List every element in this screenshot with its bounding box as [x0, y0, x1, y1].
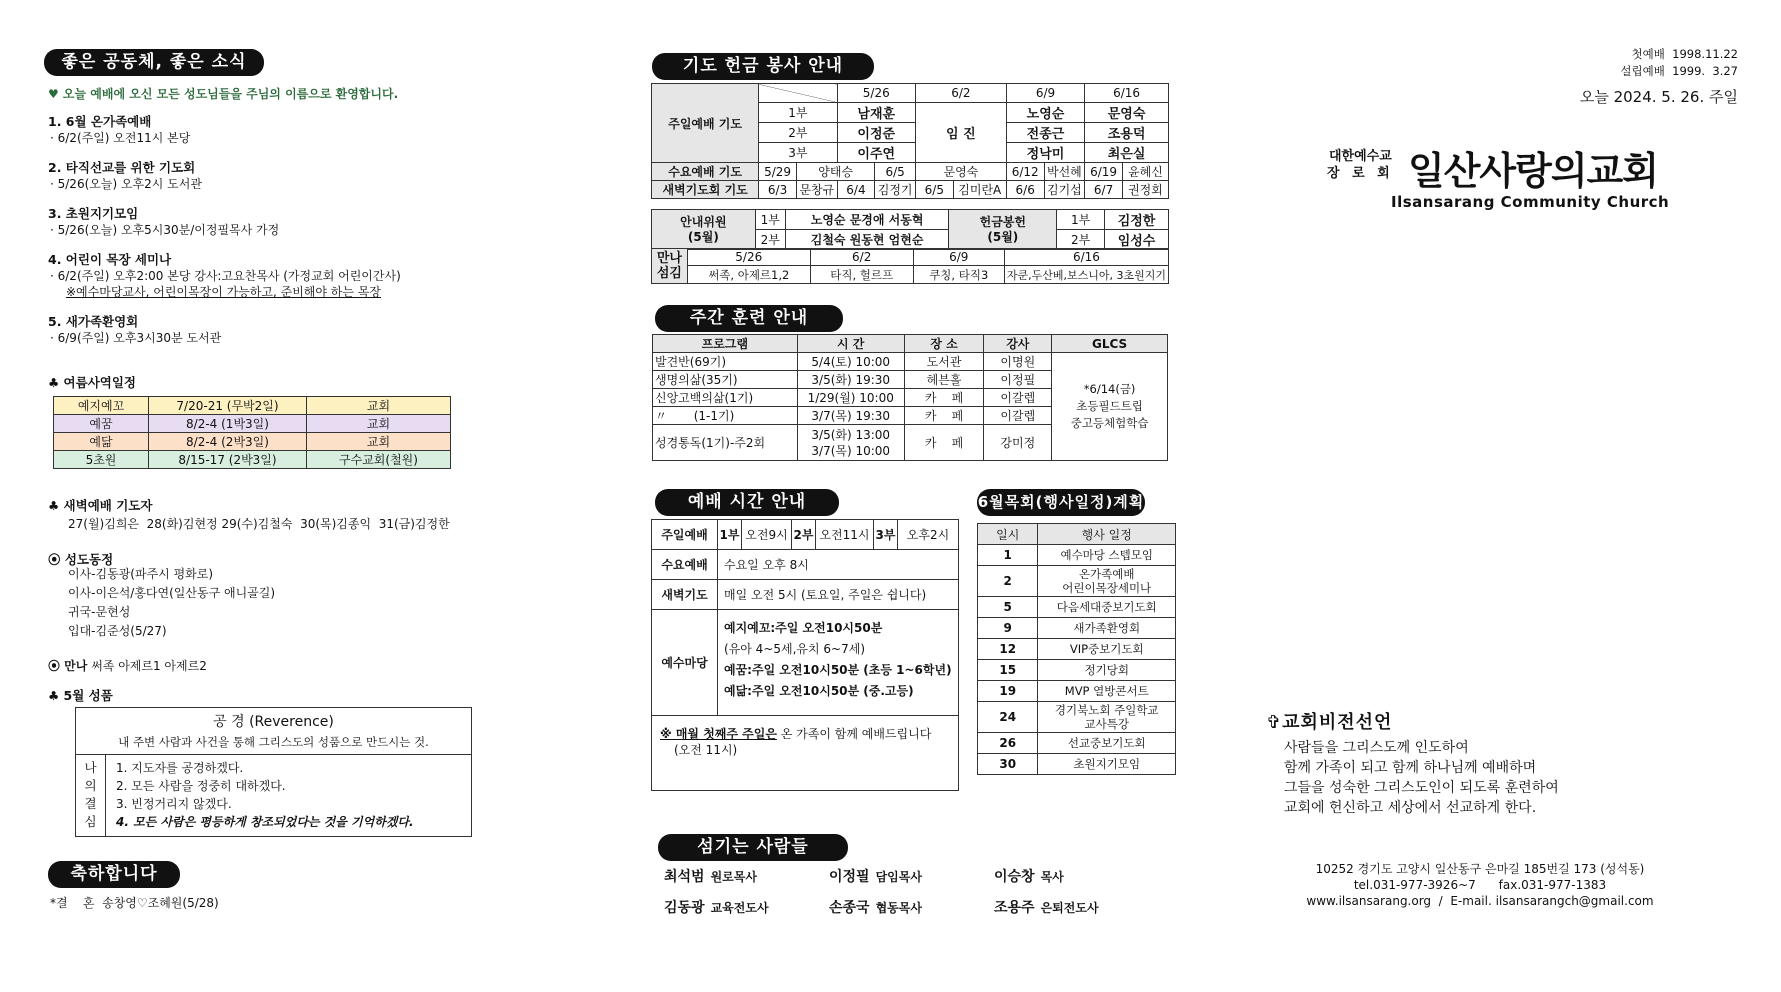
service-1: 1부	[759, 103, 837, 123]
date-6-9: 6/9	[1006, 84, 1084, 103]
dawn-prayer-label: 새벽기도회 기도	[652, 181, 759, 199]
plan-event: 온가족예배 어린이목장세미나	[1038, 566, 1176, 597]
virtue-side-label	[76, 755, 106, 837]
summer-schedule-table	[53, 396, 451, 469]
dawn-worship-label: 새벽기도	[652, 580, 718, 609]
news-item	[48, 313, 628, 346]
dawn-name: 권정회	[1122, 181, 1168, 199]
prayer-schedule-table	[651, 83, 1169, 199]
summer-place: 교회	[307, 415, 451, 433]
virtue-side-char: 나	[84, 760, 97, 775]
offering-service-2: 2부	[1057, 230, 1105, 250]
plan-row	[978, 660, 1176, 681]
training-teacher: 강미정	[984, 425, 1052, 461]
training-header: 강사	[984, 335, 1052, 353]
manna-date: 5/26	[687, 249, 810, 266]
training-header-row	[653, 335, 1168, 353]
plan-header: 행사 일정	[1038, 524, 1176, 545]
plan-day: 26	[978, 733, 1038, 754]
plan-event: 새가족환영회	[1038, 618, 1176, 639]
note-strong: ※ 매월 첫째주 주일은	[660, 727, 777, 741]
yesu-line: 예지예꼬:주일 오전10시50분	[724, 621, 883, 635]
yesu-madang-row	[652, 610, 958, 716]
summer-place: 구수교회(철원)	[307, 451, 451, 469]
wednesday-worship-row	[652, 550, 958, 580]
news-item-title: 4. 어린이 목장 세미나	[48, 252, 172, 267]
virtue-resolution: 1. 지도자를 공경하겠다.	[116, 761, 244, 775]
dawn-name: 문창규	[796, 181, 837, 199]
date-6-2: 6/2	[915, 84, 1006, 103]
summer-row	[54, 451, 451, 469]
summer-date: 8/2-4 (2박3일)	[149, 433, 307, 451]
servant-name: 이정필	[829, 869, 870, 885]
summer-date: 8/15-17 (2박3일)	[149, 451, 307, 469]
training-place: 카 페	[904, 407, 984, 425]
manna-group: 써족, 아제르1,2	[687, 266, 810, 284]
servant	[994, 897, 1159, 917]
saints-news-item: 이사-이은석/홍다연(일산동구 애니골길)	[68, 586, 276, 600]
manna-group: 자쿤,두산베,보스니아, 3초원지기	[1004, 266, 1168, 284]
training-time: 3/7(목) 19:30	[797, 407, 904, 425]
servant-name: 손종국	[829, 900, 870, 916]
worship-times-title: 예배 시간 안내	[655, 489, 839, 516]
summer-group: 예닮	[54, 433, 149, 451]
training-title: 주간 훈련 안내	[655, 305, 843, 332]
manna-label: 만나 섬김	[652, 249, 688, 284]
news-item-title: 3. 초원지기모임	[48, 206, 139, 221]
servant	[829, 866, 994, 886]
virtue-resolution: 4. 모든 사람은 평등하게 창조되었다는 것을 기억하겠다.	[116, 815, 414, 829]
congrats-line: *결 혼 송창영♡조혜원(5/28)	[50, 896, 219, 910]
first-service-date: 첫예배 1998.11.22	[1631, 47, 1738, 61]
plan-event: 경기북노회 주일학교 교사특강	[1038, 702, 1176, 733]
servant-name: 조용주	[994, 900, 1035, 916]
news-item-title: 2. 타직선교를 위한 기도회	[48, 160, 196, 175]
prayer-526-1: 남재훈	[837, 103, 915, 123]
training-teacher: 이갈렙	[984, 389, 1052, 407]
training-time: 5/4(토) 10:00	[797, 353, 904, 371]
virtue-resolution: 3. 빈정거리지 않겠다.	[116, 797, 232, 811]
servant-name: 김동광	[664, 900, 705, 916]
plan-event: 초원지기모임	[1038, 754, 1176, 775]
founding-service-date: 설립예배 1999. 3.27	[1620, 64, 1738, 78]
training-place: 카 페	[904, 425, 984, 461]
vision-line: 사람들을 그리스도께 인도하여	[1284, 740, 1469, 756]
training-program: 성경통독(1기)-주2회	[653, 425, 798, 461]
servant-name: 이승창	[994, 869, 1035, 885]
vision-line: 함께 가족이 되고 함께 하나님께 예배하며	[1284, 760, 1537, 776]
news-item-title: 1. 6월 온가족예배	[48, 114, 152, 129]
servant	[664, 897, 829, 917]
vision-title: ✞교회비전선언	[1266, 712, 1393, 733]
dawn-prayers-line: 27(월)김희은 28(화)김현정 29(수)김철숙 30(목)김종익 31(금)김정한	[68, 517, 450, 531]
church-name: 일산사랑의교회	[1408, 149, 1658, 193]
training-place: 헤븐홀	[904, 371, 984, 389]
plan-day: 24	[978, 702, 1038, 733]
plan-header: 일시	[978, 524, 1038, 545]
glcs-note: *6/14(금) 초등필드트립 중고등체험학습	[1052, 353, 1168, 461]
training-program: 〃 (1-1기)	[653, 407, 798, 425]
servant	[664, 866, 829, 886]
news-item-line: · 6/2(주일) 오전11시 본당	[50, 131, 191, 145]
manna-table	[651, 248, 1169, 284]
sunday-worship-label: 주일예배	[652, 520, 718, 549]
servant-name: 최석범	[664, 869, 705, 885]
plan-event: 예수마당 스텝모임	[1038, 545, 1176, 566]
usher-service-2: 2부	[755, 230, 785, 250]
summer-schedule-title: ♣ 여름사역일정	[48, 375, 137, 390]
training-teacher: 이정필	[984, 371, 1052, 389]
plan-day: 1	[978, 545, 1038, 566]
news-item-line: ※예수마당교사, 어린이목장이 가능하고, 준비해야 하는 목장	[66, 285, 381, 299]
servant-role: 목사	[1040, 870, 1064, 884]
sunday-service-3: 3부	[874, 520, 898, 549]
servants-list	[664, 866, 1164, 917]
virtue-side-char: 의	[84, 778, 97, 793]
wednesday-prayer-row	[652, 163, 1169, 181]
usher-names-2: 김철숙 원동현 엄현순	[785, 230, 949, 250]
wed-name: 윤혜신	[1122, 163, 1168, 181]
prayer-616-2: 조용덕	[1085, 123, 1169, 143]
prayer-616-1: 문영숙	[1085, 103, 1169, 123]
plan-row	[978, 618, 1176, 639]
news-items	[48, 113, 628, 359]
dawn-date: 6/5	[915, 181, 953, 199]
sunday-time-3: 오후2시	[906, 528, 950, 542]
plan-row	[978, 545, 1176, 566]
summer-row	[54, 433, 451, 451]
sunday-worship-row	[652, 520, 958, 550]
summer-group: 예꿈	[54, 415, 149, 433]
news-item	[48, 251, 628, 300]
wed-date: 6/5	[875, 163, 916, 181]
dawn-prayer-row	[652, 181, 1169, 199]
dawn-name: 김미란A	[953, 181, 1006, 199]
training-time: 1/29(월) 10:00	[797, 389, 904, 407]
plan-day: 19	[978, 681, 1038, 702]
plan-day: 2	[978, 566, 1038, 597]
today-date: 오늘 2024. 5. 26. 주일	[1579, 88, 1738, 106]
sunday-prayer-label: 주일예배 기도	[652, 84, 759, 163]
manna-date: 6/16	[1004, 249, 1168, 266]
virtue-description: 내 주변 사람과 사건을 통해 그리스도의 성품으로 만드시는 것.	[76, 733, 471, 755]
servant-role: 담임목사	[875, 870, 922, 884]
virtue-side-char: 결	[84, 796, 97, 811]
plan-event: VIP중보기도회	[1038, 639, 1176, 660]
date-5-26: 5/26	[837, 84, 915, 103]
wednesday-worship-time: 수요일 오후 8시	[724, 558, 809, 572]
news-section-title: 좋은 공동체, 좋은 소식	[44, 49, 264, 76]
training-teacher: 이명원	[984, 353, 1052, 371]
prayer-526-2: 이정준	[837, 123, 915, 143]
sunday-service-2: 2부	[792, 520, 816, 549]
training-program: 생명의삶(35기)	[653, 371, 798, 389]
news-item-line: · 6/2(주일) 오후2:00 본당 강사:고요찬목사 (가정교회 어린이간사)	[50, 269, 401, 283]
church-name-en: Ilsansarang Community Church	[1391, 193, 1670, 211]
offering-name-1: 김정한	[1105, 210, 1169, 230]
prayer-69-3: 정낙미	[1006, 143, 1084, 163]
dawn-name: 김기섭	[1044, 181, 1085, 199]
address: 10252 경기도 고양시 일산동구 은마길 185번길 173 (성석동)	[1315, 862, 1645, 876]
training-table	[652, 334, 1168, 461]
plan-row	[978, 597, 1176, 618]
manna-group: 쿠칭, 타직3	[913, 266, 1004, 284]
dawn-date: 6/7	[1085, 181, 1123, 199]
training-teacher: 이갈렙	[984, 407, 1052, 425]
worship-times-box	[651, 519, 959, 791]
plan-event: 다음세대중보기도회	[1038, 597, 1176, 618]
yesu-madang-label: 예수마당	[652, 610, 718, 715]
dawn-date: 6/3	[759, 181, 797, 199]
sunday-service-1: 1부	[718, 520, 742, 549]
plan-row	[978, 754, 1176, 775]
wed-date: 6/19	[1085, 163, 1123, 181]
june-plan-title	[977, 489, 1145, 516]
yesu-line: 예닮:주일 오전10시50분 (중.고등)	[724, 684, 914, 698]
saints-news-title: ⦿ 성도동정	[48, 552, 114, 567]
servant-role: 원로목사	[710, 870, 757, 884]
news-item-title: 5. 새가족환영회	[48, 314, 139, 329]
service-2: 2부	[759, 123, 837, 143]
servant	[829, 897, 994, 917]
denomination	[1327, 148, 1394, 182]
wed-date: 6/12	[1006, 163, 1044, 181]
usher-names-1: 노영순 문경애 서동혁	[785, 210, 949, 230]
saints-news-item: 귀국-문현성	[68, 605, 131, 619]
news-item-line: · 5/26(오늘) 오후5시30분/이정필목사 가정	[50, 223, 280, 237]
training-program: 신앙고백의삶(1기)	[653, 389, 798, 407]
training-header: GLCS	[1052, 335, 1168, 353]
training-header: 장 소	[904, 335, 984, 353]
news-item-line: · 6/9(주일) 오후3시30분 도서관	[50, 331, 222, 345]
vision-line: 교회에 헌신하고 세상에서 선교하게 한다.	[1284, 800, 1537, 816]
virtue-box	[75, 707, 472, 837]
news-item	[48, 205, 628, 238]
plan-header-row	[978, 524, 1176, 545]
virtue-name: 공 경 (Reverence)	[213, 714, 334, 730]
prayer-offering-title: 기도 헌금 봉사 안내	[652, 53, 874, 80]
wed-date: 5/29	[759, 163, 797, 181]
usher-service-1: 1부	[755, 210, 785, 230]
virtue-resolutions	[106, 755, 414, 837]
denomination-line-2: 장 로 회	[1327, 166, 1394, 181]
news-item	[48, 113, 628, 146]
summer-place: 교회	[307, 433, 451, 451]
vision-statement	[1284, 738, 1559, 818]
plan-day: 30	[978, 754, 1038, 775]
saints-news-item: 입대-김준성(5/27)	[68, 624, 167, 638]
note-rest: 온 가족이 함께 예배드립니다	[776, 727, 932, 741]
denomination-line-1: 대한예수교	[1328, 149, 1392, 164]
service-3: 3부	[759, 143, 837, 163]
dawn-worship-row	[652, 580, 958, 610]
yesu-line: (유아 4~5세,유치 6~7세)	[724, 642, 866, 656]
training-place: 도서관	[904, 353, 984, 371]
plan-row	[978, 702, 1176, 733]
training-time: 3/5(화) 19:30	[797, 371, 904, 389]
training-header: 시 간	[797, 335, 904, 353]
plan-event: 정기당회	[1038, 660, 1176, 681]
prayer-616-3: 최은실	[1085, 143, 1169, 163]
first-sunday-note	[652, 716, 958, 758]
wednesday-worship-label: 수요예배	[652, 550, 718, 579]
welcome-message: ♥ 오늘 예배에 오신 모든 성도님들을 주님의 이름으로 환영합니다.	[48, 87, 399, 101]
summer-row	[54, 397, 451, 415]
usher-offering-table	[651, 209, 1169, 250]
servant-role: 교육전도사	[710, 901, 769, 915]
manna-date: 6/9	[913, 249, 1004, 266]
summer-date: 7/20-21 (무박2일)	[149, 397, 307, 415]
usher-label: 안내위원 (5월)	[652, 210, 756, 250]
servant-role: 은퇴전도사	[1040, 901, 1099, 915]
virtue-title: ♣ 5월 성품	[48, 688, 113, 703]
meet-label: ⦿ 만나	[48, 659, 88, 673]
meet-line	[48, 657, 207, 674]
summer-group: 예지예꼬	[54, 397, 149, 415]
servants-title: 섬기는 사람들	[658, 834, 848, 861]
meet-text: 써족 아제르1 아제르2	[91, 659, 207, 673]
offering-service-1: 1부	[1057, 210, 1105, 230]
virtue-side-char: 심	[84, 814, 97, 829]
plan-row	[978, 639, 1176, 660]
prayer-526-3: 이주연	[837, 143, 915, 163]
sunday-time-2: 오전11시	[816, 520, 874, 549]
note-time: (오전 11시)	[674, 743, 738, 757]
yesu-line: 예꿈:주일 오전10시50분 (초등 1~6학년)	[724, 663, 952, 677]
offering-label: 헌금봉헌 (5월)	[949, 210, 1057, 250]
manna-date: 6/2	[810, 249, 913, 266]
plan-row	[978, 733, 1176, 754]
servant	[994, 866, 1159, 886]
plan-row	[978, 681, 1176, 702]
june-plan-title-text: 6월목회(행사일정)계획	[977, 493, 1145, 511]
plan-day: 15	[978, 660, 1038, 681]
saints-news-item: 이사-김동광(파주시 평화로)	[68, 567, 214, 581]
prayer-69-2: 전종근	[1006, 123, 1084, 143]
offering-name-2: 임성수	[1105, 230, 1169, 250]
dawn-prayers-title: ♣ 새벽예배 기도자	[48, 498, 153, 513]
wednesday-prayer-label: 수요예배 기도	[652, 163, 759, 181]
summer-place: 교회	[307, 397, 451, 415]
summer-group: 5초원	[54, 451, 149, 469]
training-header: 프로그램	[653, 335, 798, 353]
date-6-16: 6/16	[1085, 84, 1169, 103]
dawn-worship-time: 매일 오전 5시 (토요일, 주일은 쉽니다)	[724, 588, 927, 602]
wed-name: 박선혜	[1044, 163, 1085, 181]
vision-line: 그들을 성숙한 그리스도인이 되도록 훈련하여	[1284, 780, 1559, 796]
training-time: 3/5(화) 13:00 3/7(목) 10:00	[797, 425, 904, 461]
congrats-title: 축하합니다	[48, 861, 180, 888]
plan-event: 선교중보기도회	[1038, 733, 1176, 754]
dawn-date: 6/6	[1006, 181, 1044, 199]
sunday-time-1: 오전9시	[742, 520, 792, 549]
plan-row	[978, 566, 1176, 597]
virtue-resolution: 2. 모든 사람을 정중히 대하겠다.	[116, 779, 286, 793]
plan-day: 9	[978, 618, 1038, 639]
wed-name: 문영숙	[915, 163, 1006, 181]
saints-news-list	[68, 565, 275, 641]
yesu-madang-details	[718, 610, 958, 715]
manna-group: 타직, 헐르프	[810, 266, 913, 284]
servant-role: 협동목사	[875, 901, 922, 915]
dawn-date: 6/4	[837, 181, 875, 199]
phone-fax: tel.031-977-3926~7 fax.031-977-1383	[1353, 878, 1607, 892]
training-program: 발견반(69기)	[653, 353, 798, 371]
plan-event: MVP 열방콘서트	[1038, 681, 1176, 702]
web-email: www.ilsansarang.org / E-mail. ilsansarangch@gmail.com	[1306, 894, 1654, 908]
training-place: 카 페	[904, 389, 984, 407]
prayer-62-all: 임 진	[915, 103, 1006, 163]
plan-day: 12	[978, 639, 1038, 660]
church-contact	[1250, 861, 1710, 909]
training-row	[653, 353, 1168, 371]
wed-name: 양태승	[796, 163, 874, 181]
news-item	[48, 159, 628, 192]
dawn-name: 김정기	[875, 181, 916, 199]
prayer-69-1: 노영순	[1006, 103, 1084, 123]
summer-row	[54, 415, 451, 433]
summer-date: 8/2-4 (1박3일)	[149, 415, 307, 433]
plan-day: 5	[978, 597, 1038, 618]
june-plan-table	[977, 523, 1176, 775]
news-item-line: · 5/26(오늘) 오후2시 도서관	[50, 177, 202, 191]
